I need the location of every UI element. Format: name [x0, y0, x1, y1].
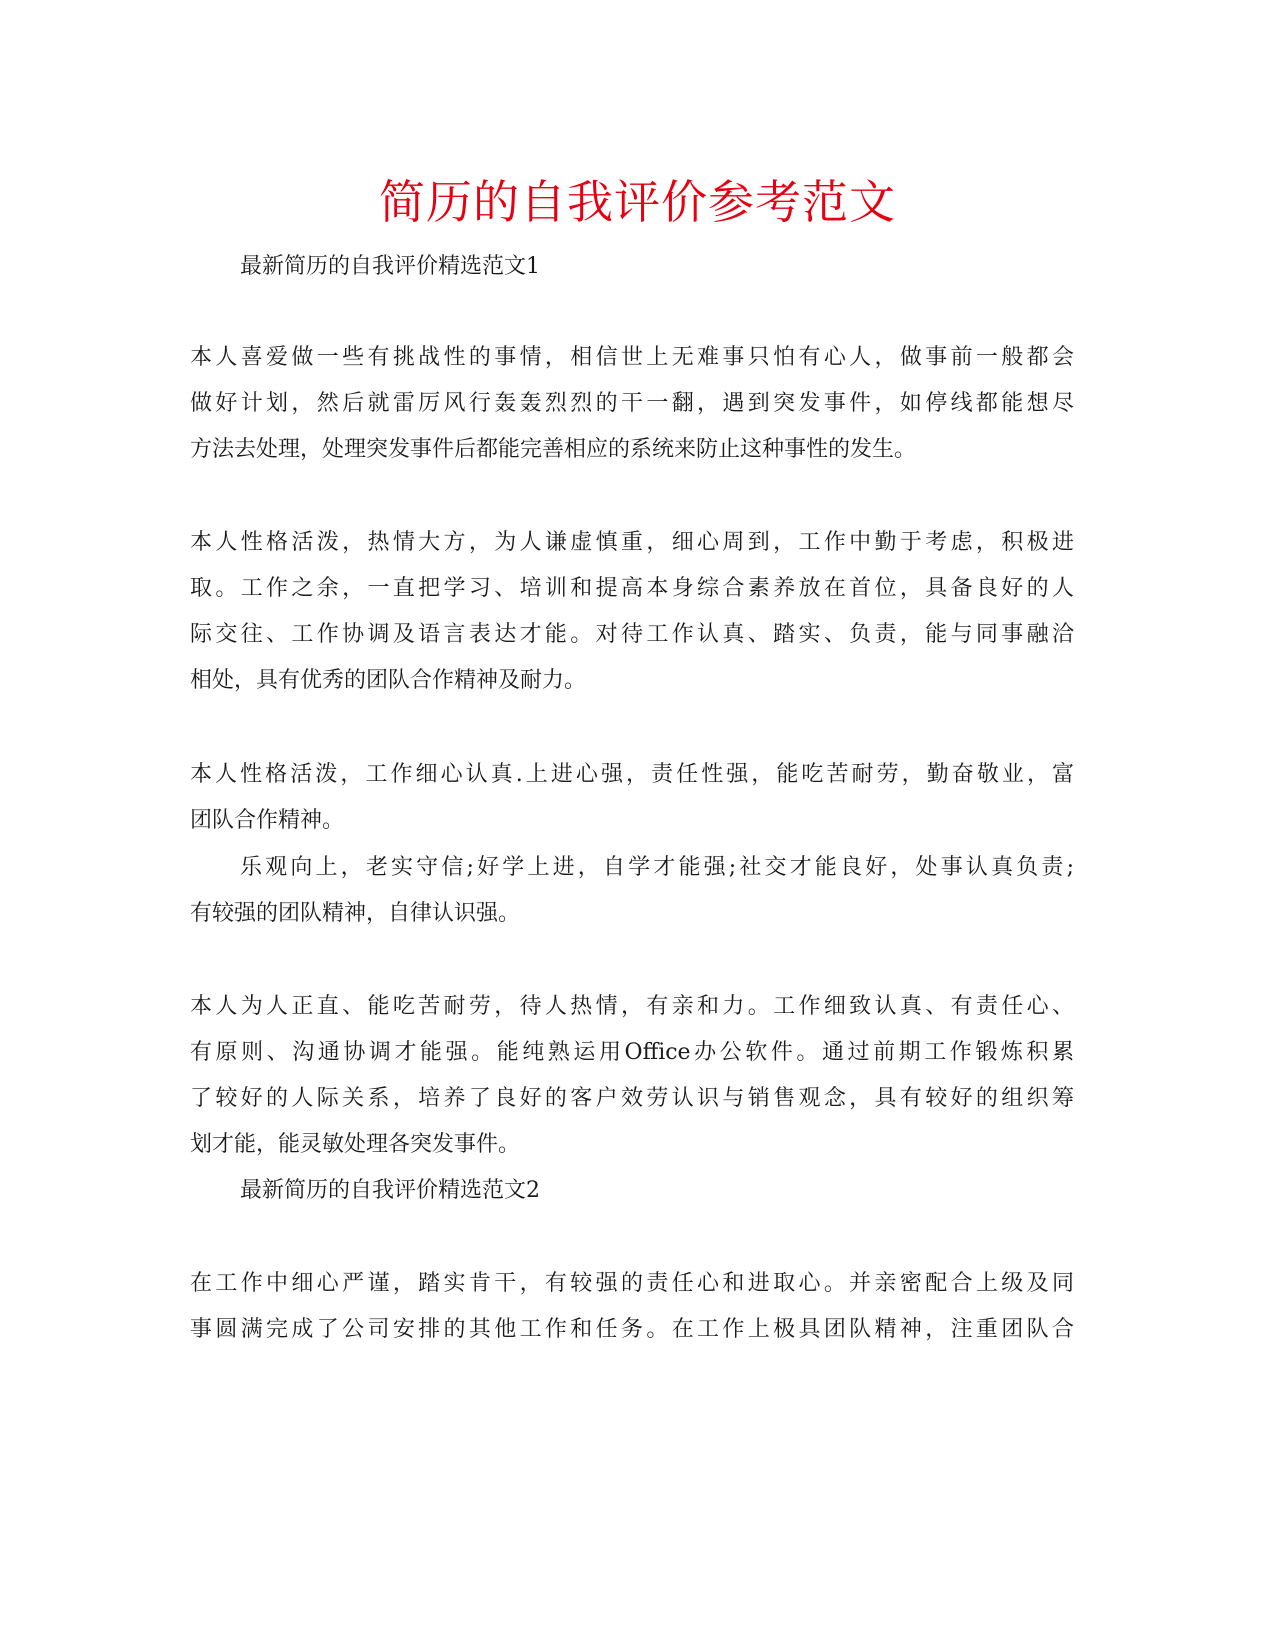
- section-heading-2: 最新简历的自我评价精选范文2: [240, 1178, 540, 1203]
- text-line: 本人喜爱做一些有挑战性的事情，相信世上无难事只怕有心人，做事前一般都会: [190, 345, 1074, 370]
- paragraph-1-line-3: 方法去处理，处理突发事件后都能完善相应的系统来防止这种事性的发生。: [190, 437, 917, 462]
- paragraph-6-line-2: [0, 1315, 1275, 1345]
- paragraph-3-line-2: 团队合作精神。: [190, 808, 345, 833]
- text-line: 有原则、沟通协调才能强。能纯熟运用Office办公软件。通过前期工作锻炼积累: [190, 1040, 1074, 1065]
- text-line: 本人性格活泼，工作细心认真.上进心强，责任性强，能吃苦耐劳，勤奋敬业，富: [190, 762, 1074, 787]
- paragraph-5-line-1: [0, 992, 1275, 1022]
- section-heading-1: 最新简历的自我评价精选范文1: [240, 254, 540, 279]
- paragraph-5-line-2: [0, 1038, 1275, 1068]
- paragraph-3-line-1: [0, 760, 1275, 790]
- paragraph-2-line-2: [0, 574, 1275, 604]
- text-line: 取。工作之余，一直把学习、培训和提高本身综合素养放在首位，具备良好的人: [190, 576, 1074, 601]
- paragraph-4-line-2: 有较强的团队精神，自律认识强。: [190, 901, 521, 926]
- paragraph-2-line-3: [0, 620, 1275, 650]
- paragraph-2-line-4: 相处，具有优秀的团队合作精神及耐力。: [190, 668, 587, 693]
- text-line: 本人性格活泼，热情大方，为人谦虚慎重，细心周到，工作中勤于考虑，积极进: [190, 530, 1074, 555]
- text-line: 在工作中细心严谨，踏实肯干，有较强的责任心和进取心。并亲密配合上级及同: [190, 1271, 1074, 1296]
- document-title: 简历的自我评价参考范文: [379, 175, 896, 229]
- paragraph-1-line-2: [0, 389, 1275, 419]
- text-line: 事圆满完成了公司安排的其他工作和任务。在工作上极具团队精神，注重团队合: [190, 1317, 1074, 1342]
- paragraph-6-line-1: [0, 1269, 1275, 1299]
- paragraph-5-line-4: 划才能，能灵敏处理各突发事件。: [190, 1132, 521, 1157]
- text-line: 做好计划，然后就雷厉风行轰轰烈烈的干一翻，遇到突发事件，如停线都能想尽: [190, 391, 1074, 416]
- text-line: 乐观向上，老实守信;好学上进，自学才能强;社交才能良好，处事认真负责;: [240, 855, 1074, 880]
- paragraph-4-line-1: [0, 853, 1275, 883]
- text-line: 本人为人正直、能吃苦耐劳，待人热情，有亲和力。工作细致认真、有责任心、: [190, 994, 1074, 1019]
- text-line: 了较好的人际关系，培养了良好的客户效劳认识与销售观念，具有较好的组织筹: [190, 1086, 1074, 1111]
- paragraph-5-line-3: [0, 1084, 1275, 1114]
- text-line: 际交往、工作协调及语言表达才能。对待工作认真、踏实、负责，能与同事融洽: [190, 622, 1074, 647]
- paragraph-2-line-1: [0, 528, 1275, 558]
- paragraph-1-line-1: [0, 343, 1275, 373]
